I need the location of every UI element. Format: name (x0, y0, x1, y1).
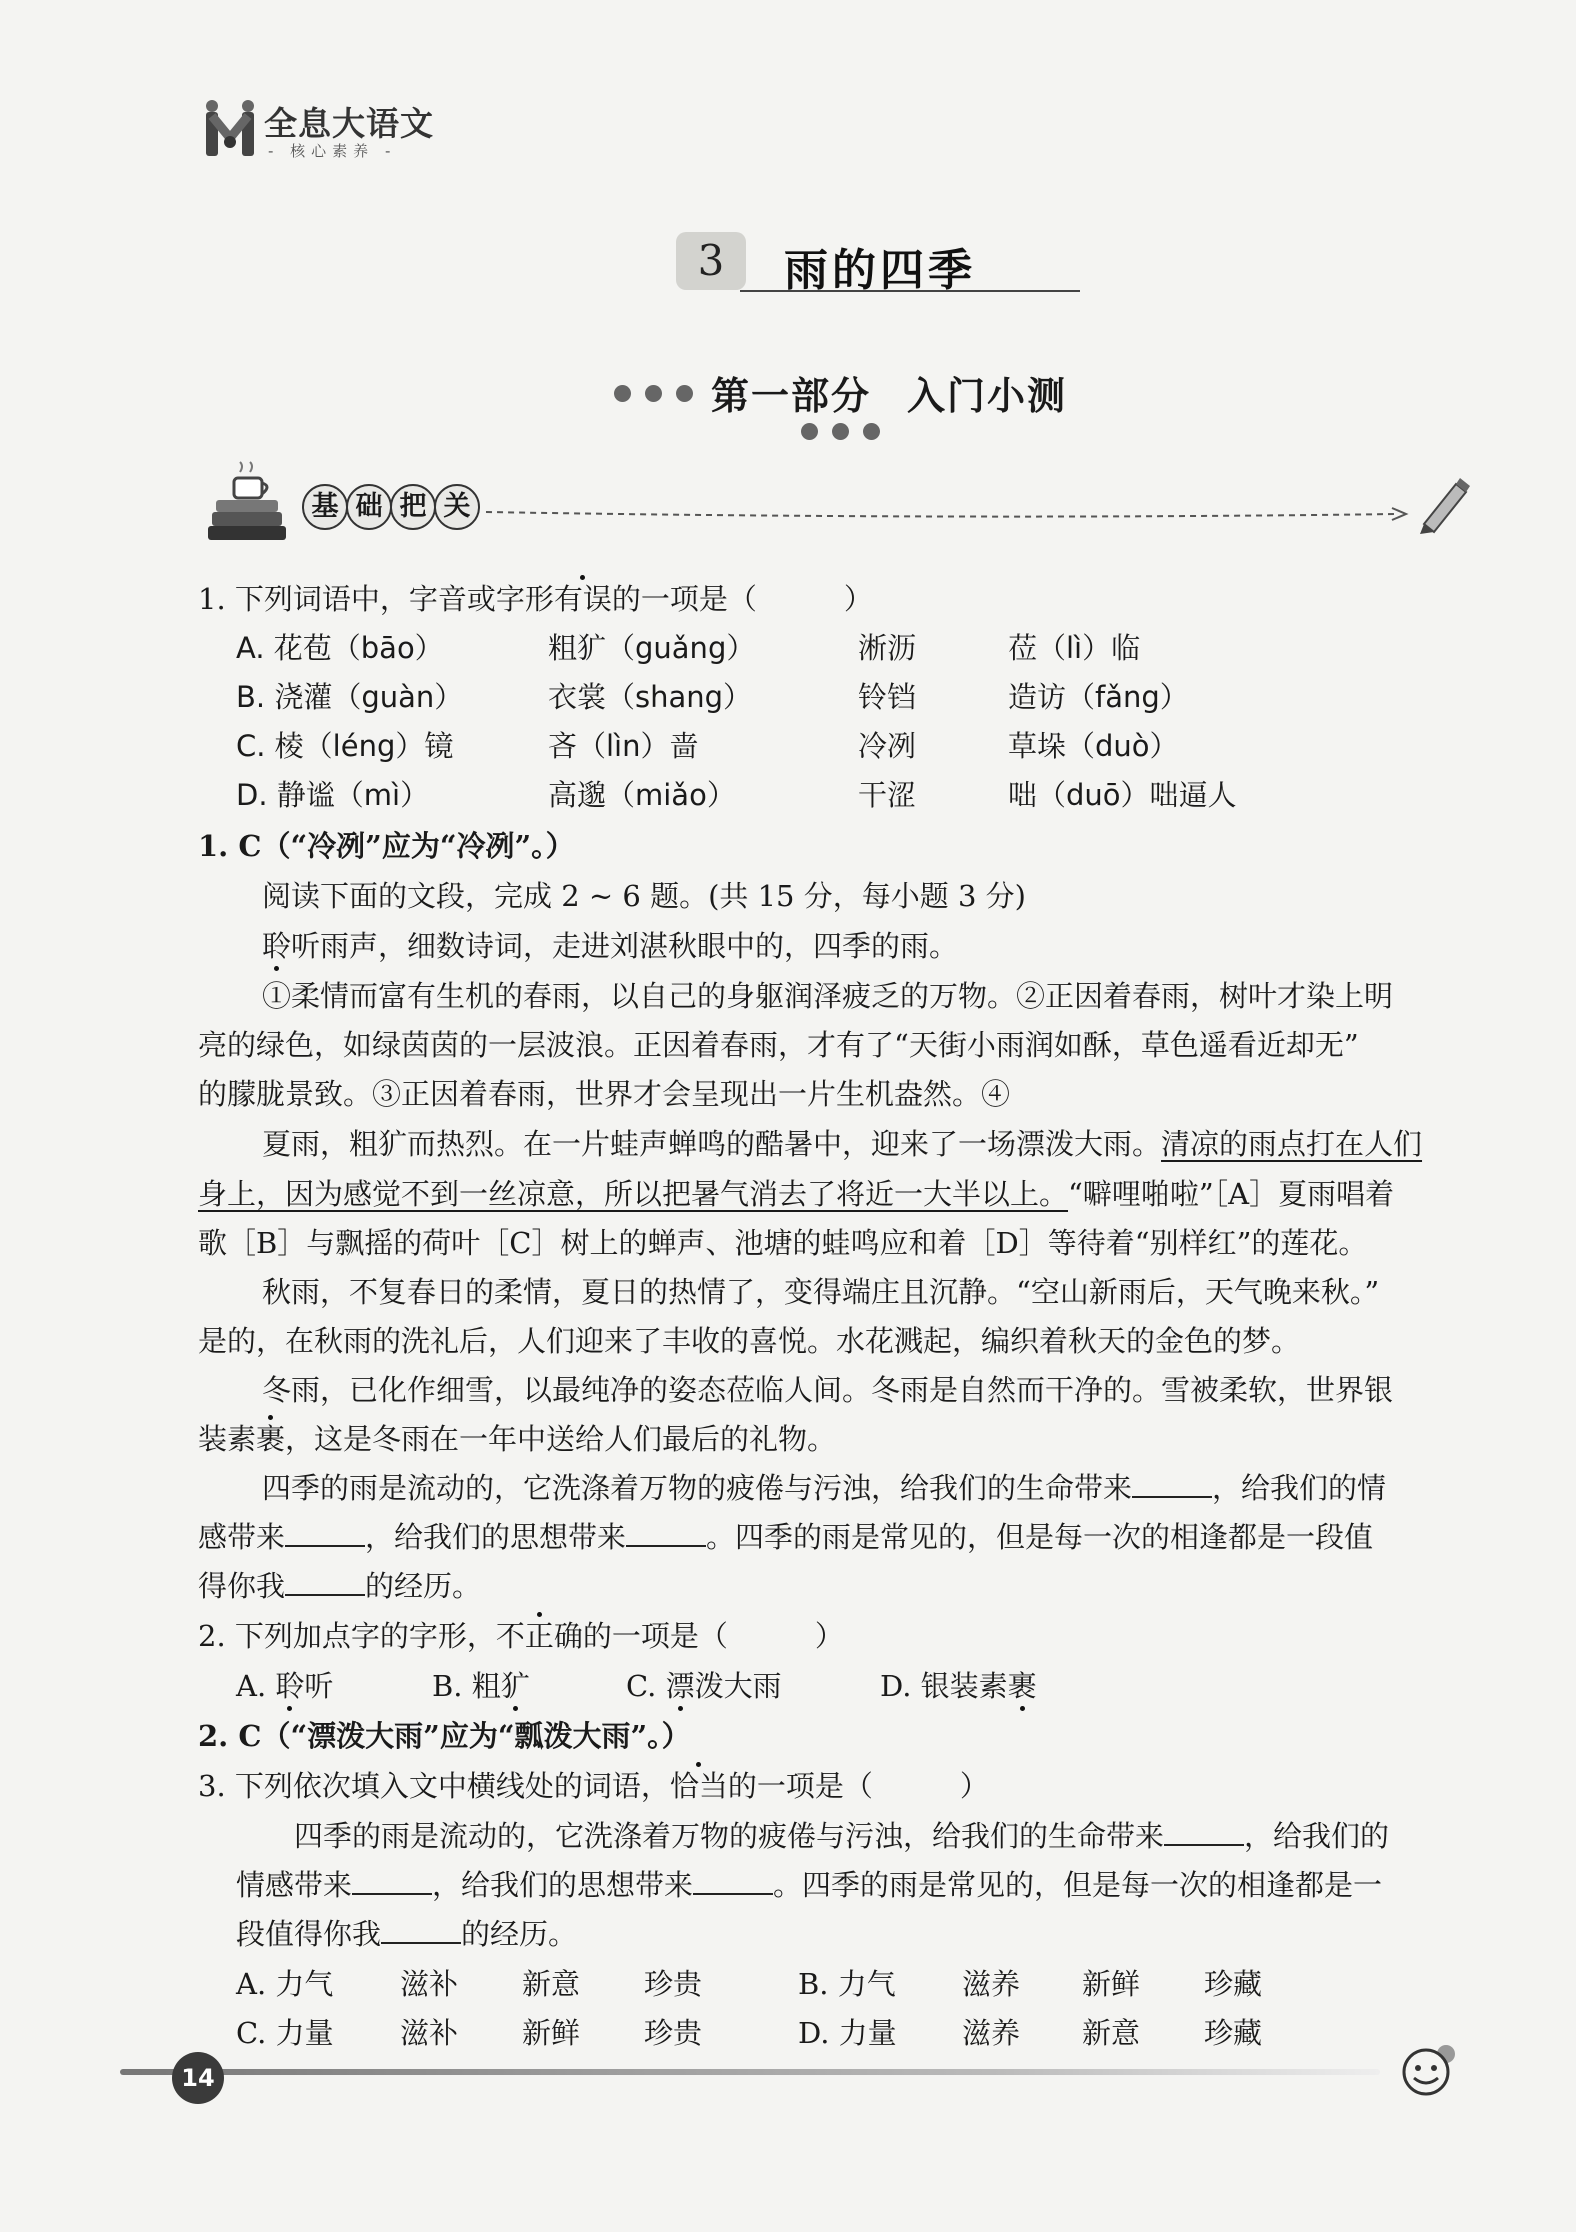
q3-option: 新意 (522, 1967, 581, 2001)
answer-1: 1. C（“冷冽”应为“冷冽”。） (198, 829, 575, 863)
passage-line: 身上，因为感觉不到一丝凉意，所以把暑气消去了将近一大半以上。“噼哩啪啦”［A］夏雨唱着 (198, 1177, 1395, 1211)
brand-logo (204, 92, 434, 202)
passage-line: 亮的绿色，如绿茵茵的一层波浪。正因着春雨，才有了“天街小雨润如酥，草色遥看近却无” (198, 1028, 1359, 1062)
passage-line: 聆听雨声，细数诗词，走进刘湛秋眼中的，四季的雨。 (262, 929, 959, 963)
passage-line: ①柔情而富有生机的春雨，以自己的身躯润泽疲乏的万物。②正因着春雨，树叶才染上明 (262, 979, 1394, 1013)
smiley-icon (1400, 2042, 1460, 2098)
pencil-icon (1416, 474, 1472, 534)
q2-option: D. 银装素裹 (880, 1669, 1037, 1703)
part-title: 第一部分 入门小测 (711, 373, 1068, 418)
fill-blank (381, 1922, 461, 1944)
fill-blank (626, 1525, 706, 1547)
dashed-divider (486, 500, 1426, 526)
lesson-number: 3 (676, 232, 746, 290)
part-heading (560, 365, 1120, 421)
q3-option: 珍藏 (1204, 1967, 1263, 2001)
passage-line: 感带来 ，给我们的思想带来 。四季的雨是常见的，但是每一次的相逢都是一段值 (198, 1520, 1374, 1554)
fill-blank (352, 1873, 432, 1895)
q3-option: B. 力气 (798, 1967, 896, 2001)
fill-blank (693, 1873, 773, 1895)
q1-cell: 铃铛 (858, 680, 917, 714)
lesson-title: 雨的四季 (784, 245, 976, 296)
passage-line: 装素裹，这是冬雨在一年中送给人们最后的礼物。 (198, 1422, 837, 1456)
q3-option: 新鲜 (1082, 1967, 1141, 2001)
passage-intro: 阅读下面的文段，完成 2 ~ 6 题。(共 15 分，每小题 3 分) (262, 879, 1026, 913)
footer-bar (120, 2066, 1380, 2078)
passage-line: 的朦胧景致。③正因着春雨，世界才会呈现出一片生机盎然。④ (198, 1077, 1011, 1111)
section-chip: 把 (390, 484, 436, 530)
q3-line: 四季的雨是流动的，它洗涤着万物的疲倦与污浊，给我们的生命带来 ，给我们的 (294, 1819, 1390, 1853)
q3-option: D. 力量 (798, 2016, 897, 2050)
q2-option: C. 漂泼大雨 (626, 1669, 782, 1703)
q1-cell: B. 浇灌（guàn） (236, 680, 464, 714)
left-dots (607, 383, 700, 402)
q2-option: B. 粗犷 (432, 1669, 530, 1703)
passage-line: 歌［B］与飘摇的荷叶［C］树上的蝉声、池塘的蛙鸣应和着［D］等待着“别样红”的莲花。 (198, 1226, 1368, 1260)
passage-line: 是的，在秋雨的洗礼后，人们迎来了丰收的喜悦。水花溅起，编织着秋天的金色的梦。 (198, 1324, 1301, 1358)
fill-blank (285, 1525, 365, 1547)
answer-2: 2. C（“漂泼大雨”应为“瓢泼大雨”。） (198, 1719, 691, 1753)
passage-line: 四季的雨是流动的，它洗涤着万物的疲倦与污浊，给我们的生命带来 ，给我们的情 (262, 1471, 1387, 1505)
brand-title: 全息大语文 (264, 104, 434, 143)
passage-line: 得你我 的经历。 (198, 1569, 482, 1603)
q2-option: A. 聆听 (236, 1669, 334, 1703)
passage-line: 秋雨，不复春日的柔情，夏日的热情了，变得端庄且沉静。“空山新雨后，天气晚来秋。” (262, 1275, 1380, 1309)
q3-line: 段值得你我 的经历。 (236, 1917, 578, 1951)
q3-line: 情感带来 ，给我们的思想带来 。四季的雨是常见的，但是每一次的相逢都是一 (236, 1868, 1383, 1902)
q1-cell: 造访（fǎng） (1008, 680, 1189, 714)
q1-cell: 衣裳（shang） (548, 680, 753, 714)
q1-cell: 粗犷（guǎng） (548, 631, 756, 665)
right-dots (794, 421, 887, 440)
q3-option: 滋补 (400, 1967, 459, 2001)
q1-cell: 吝（lìn）啬 (548, 729, 699, 763)
q1-cell: 冷冽 (858, 729, 917, 763)
section-banner (206, 454, 1476, 554)
q1-cell: A. 花苞（bāo） (236, 631, 444, 665)
q1-cell: 淅沥 (858, 631, 917, 665)
section-chip: 础 (346, 484, 392, 530)
q3-option: C. 力量 (236, 2016, 334, 2050)
q3-option: 新鲜 (522, 2016, 581, 2050)
passage-line: 夏雨，粗犷而热烈。在一片蛙声蝉鸣的酷暑中，迎来了一场漂泼大雨。清凉的雨点打在人们 (262, 1127, 1423, 1161)
section-chip: 基 (302, 484, 348, 530)
q3-option: 滋养 (962, 2016, 1021, 2050)
question-1-stem: 1. 下列词语中，字音或字形有误的一项是（ ） (198, 582, 873, 616)
q3-option: 珍藏 (1204, 2016, 1263, 2050)
q1-cell: 咄（duō）咄逼人 (1008, 778, 1237, 812)
q1-cell: 高邈（miǎo） (548, 778, 736, 812)
fill-blank (285, 1574, 365, 1596)
q3-option: 珍贵 (644, 1967, 703, 2001)
question-3-stem: 3. 下列依次填入文中横线处的词语，恰当的一项是（ ） (198, 1769, 989, 1803)
fill-blank (1164, 1824, 1244, 1846)
brand-subtitle: - 核心素养 - (268, 142, 397, 160)
q1-cell: 干涩 (858, 778, 917, 812)
q3-option: A. 力气 (236, 1967, 334, 2001)
q3-option: 珍贵 (644, 2016, 703, 2050)
page-number: 14 (172, 2052, 224, 2104)
question-2-stem: 2. 下列加点字的字形，不正确的一项是（ ） (198, 1619, 844, 1653)
q3-option: 新意 (1082, 2016, 1141, 2050)
q1-cell: 莅（lì）临 (1008, 631, 1141, 665)
passage-line: 冬雨，已化作细雪，以最纯净的姿态莅临人间。冬雨是自然而干净的。雪被柔软，世界银 (262, 1373, 1394, 1407)
q1-cell: 草垛（duò） (1008, 729, 1179, 763)
q3-option: 滋养 (962, 1967, 1021, 2001)
fill-blank (1132, 1476, 1212, 1498)
section-chip: 关 (434, 484, 480, 530)
q1-cell: C. 棱（léng）镜 (236, 729, 454, 763)
brand-logo-icon (204, 98, 256, 160)
q1-cell: D. 静谧（mì） (236, 778, 430, 812)
q3-option: 滋补 (400, 2016, 459, 2050)
books-cup-icon (206, 458, 296, 548)
